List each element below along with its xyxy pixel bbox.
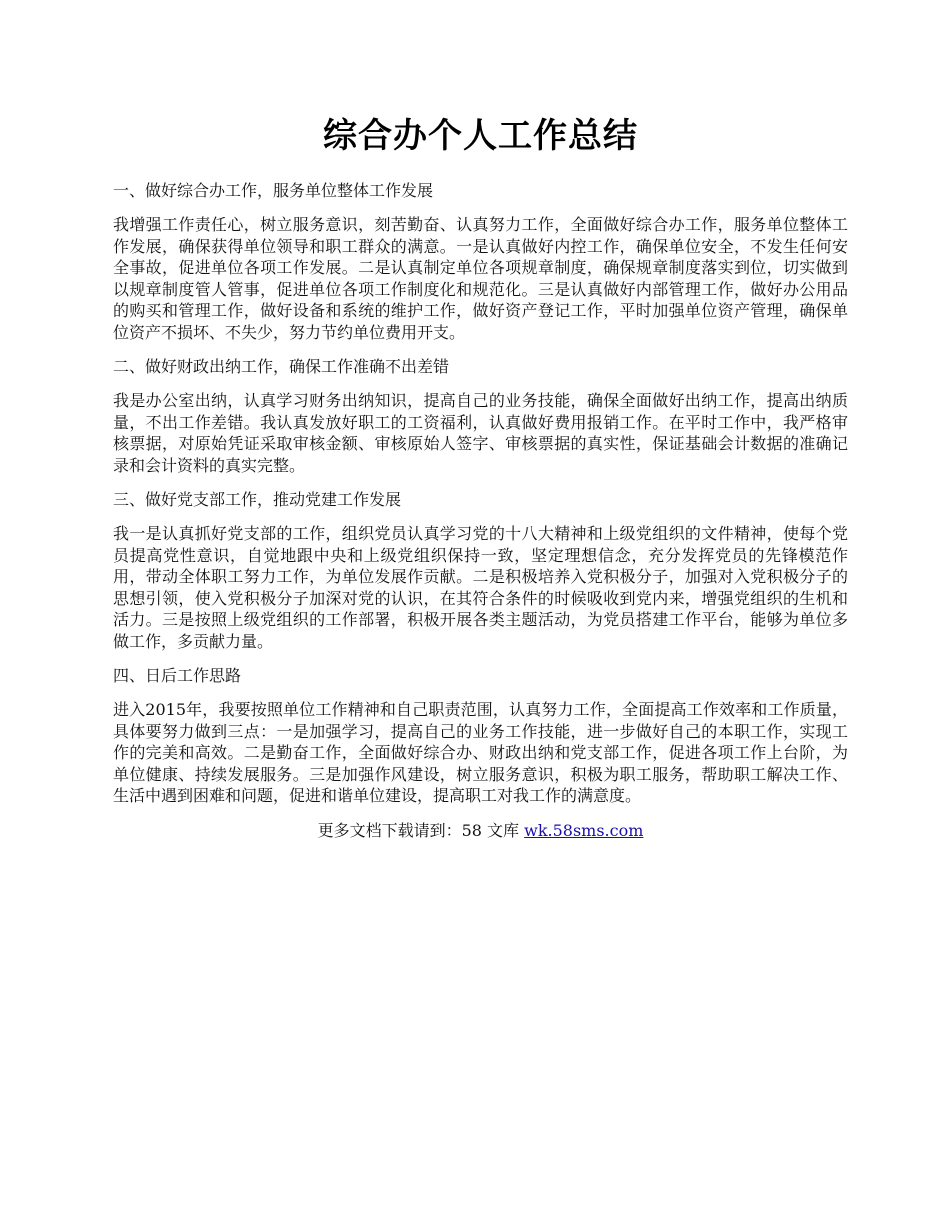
footer-prefix: 更多文档下载请到：58 文库 (317, 820, 525, 840)
section-body-3: 我一是认真抓好党支部的工作，组织党员认真学习党的十八大精神和上级党组织的文件精神，使每个党员提高党性意识，自觉地跟中央和上级党组织保持一致，坚定理想信念，充分发挥党员的先锋模范作用，带动全体职工努力工作，为单位发展作贡献。二是积极培养入党积极分子，加强对入党积极分子的思想引领，使入党积极分子加深对党的认识，在其符合条件的时候吸收到党内来，增强党组织的生机和活力。三是按照上级党组织的工作部署，积极开展各类主题活动，为党员搭建工作平台，能够为单位多做工作，多贡献力量。 (113, 524, 848, 651)
document-content (113, 112, 848, 841)
section-heading-2: 二、做好财政出纳工作，确保工作准确不出差错 (113, 357, 450, 376)
document-title: 综合办个人工作总结 (323, 116, 638, 156)
section-heading-4: 四、日后工作思路 (113, 666, 242, 685)
section-body-2: 我是办公室出纳，认真学习财务出纳知识，提高自己的业务技能，确保全面做好出纳工作，提高出纳质量，不出工作差错。我认真发放好职工的工资福利，认真做好费用报销工作。在平时工作中，我严格审核票据，对原始凭证采取审核金额、审核原始人签字、审核票据的真实性，保证基础会计数据的准确记录和会计资料的真实完整。 (113, 391, 848, 475)
footer-link[interactable]: wk.58sms.com (524, 820, 644, 840)
footer-note (113, 820, 848, 841)
section-body-1: 我增强工作责任心，树立服务意识，刻苦勤奋、认真努力工作，全面做好综合办工作，服务单位整体工作发展，确保获得单位领导和职工群众的满意。一是认真做好内控工作，确保单位安全，不发生任何安全事故，促进单位各项工作发展。二是认真制定单位各项规章制度，确保规章制度落实到位，切实做到以规章制度管人管事，促进单位各项工作制度化和规范化。三是认真做好内部管理工作，做好办公用品的购买和管理工作，做好设备和系统的维护工作，做好资产登记工作，平时加强单位资产管理，确保单位资产不损坏、不失少，努力节约单位费用开支。 (113, 215, 848, 342)
section-body-4: 进入2015年，我要按照单位工作精神和自己职责范围，认真努力工作，全面提高工作效率和工作质量，具体要努力做到三点：一是加强学习，提高自己的业务工作技能，进一步做好自己的本职工作，实现工作的完美和高效。二是勤奋工作，全面做好综合办、财政出纳和党支部工作，促进各项工作上台阶，为单位健康、持续发展服务。三是加强作风建设，树立服务意识，积极为职工服务，帮助职工解决工作、生活中遇到困难和问题，促进和谐单位建设，提高职工对我工作的满意度。 (113, 700, 848, 805)
section-heading-3: 三、做好党支部工作，推动党建工作发展 (113, 490, 402, 509)
section-heading-1: 一、做好综合办工作，服务单位整体工作发展 (113, 181, 434, 200)
